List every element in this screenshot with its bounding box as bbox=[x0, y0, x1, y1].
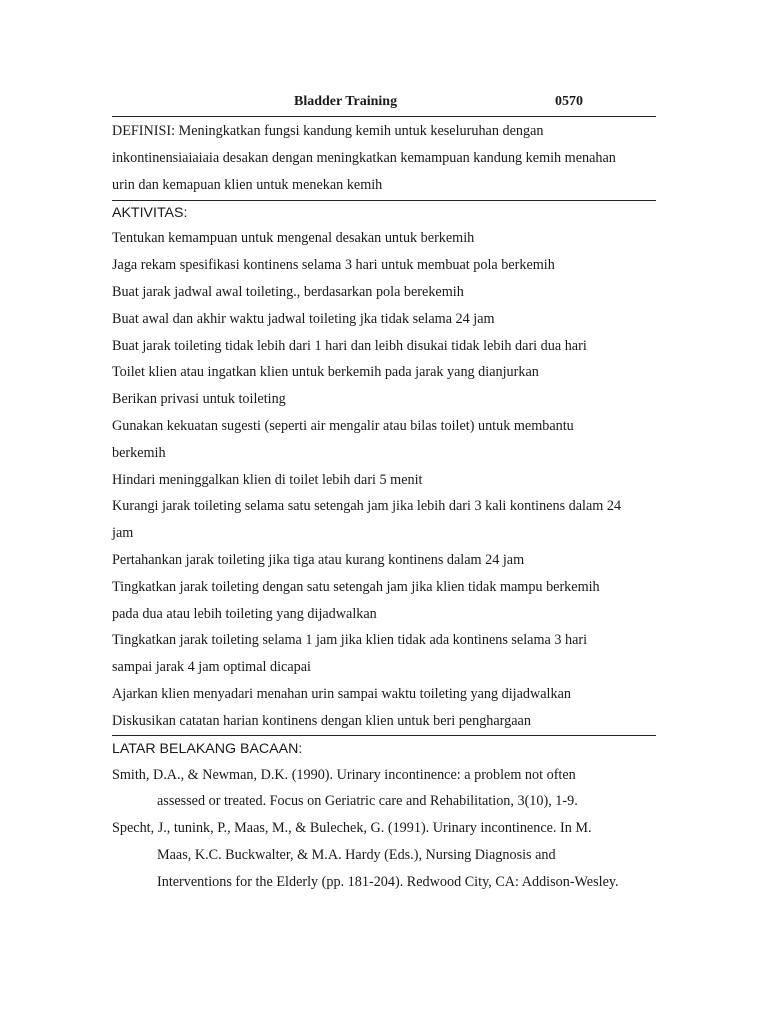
background-section bbox=[112, 736, 656, 896]
reference-item bbox=[112, 815, 656, 895]
header-row bbox=[112, 90, 656, 116]
definition-line: inkontinensiaiaiaia desakan dengan meningkatkan kemampuan kandung kemih menahan bbox=[112, 149, 616, 166]
background-heading: LATAR BELAKANG BACAAN: bbox=[112, 740, 303, 757]
activity-line: sampai jarak 4 jam optimal dicapai bbox=[112, 659, 311, 676]
page-title: Bladder Training bbox=[294, 94, 398, 109]
activity-line: Jaga rekam spesifikasi kontinens selama 3 hari untuk membuat pola berkemih bbox=[112, 257, 555, 274]
activities-heading: AKTIVITAS: bbox=[112, 205, 188, 222]
reference-first-line: Smith, D.A., & Newman, D.K. (1990). Urinary incontinence: a problem not often bbox=[112, 766, 576, 783]
activity-line: Toilet klien atau ingatkan klien untuk berkemih pada jarak yang dianjurkan bbox=[112, 364, 539, 381]
activity-line: Tingkatkan jarak toileting dengan satu setengah jam jika klien tidak mampu berkemih bbox=[112, 578, 600, 595]
activity-line: Hindari meninggalkan klien di toilet lebih dari 5 menit bbox=[112, 471, 423, 488]
reference-continuation: Interventions for the Elderly (pp. 181-204). Redwood City, CA: Addison-Wesley. bbox=[157, 873, 619, 890]
reference-item bbox=[112, 762, 656, 816]
reference-continuation: Maas, K.C. Buckwalter, & M.A. Hardy (Eds.), Nursing Diagnosis and bbox=[157, 846, 556, 863]
definition-line: urin dan kemapuan klien untuk menekan kemih bbox=[112, 176, 383, 193]
activity-line: Berikan privasi untuk toileting bbox=[112, 391, 286, 408]
definition-section bbox=[112, 117, 656, 198]
activity-line: Tentukan kemampuan untuk mengenal desakan untuk berkemih bbox=[112, 230, 475, 247]
activities-section bbox=[112, 201, 656, 734]
activity-line: Pertahankan jarak toileting jika tiga atau kurang kontinens dalam 24 jam bbox=[112, 551, 525, 568]
activity-line: Buat jarak toileting tidak lebih dari 1 hari dan leibh disukai tidak lebih dari dua hari bbox=[112, 337, 587, 354]
activity-line: Gunakan kekuatan sugesti (seperti air mengalir atau bilas toilet) untuk membantu bbox=[112, 417, 574, 434]
activity-line: jam bbox=[112, 525, 134, 542]
activity-line: Ajarkan klien menyadari menahan urin sampai waktu toileting yang dijadwalkan bbox=[112, 685, 571, 702]
reference-continuation: assessed or treated. Focus on Geriatric care and Rehabilitation, 3(10), 1-9. bbox=[157, 793, 578, 810]
activity-line: Diskusikan catatan harian kontinens dengan klien untuk beri penghargaan bbox=[112, 712, 531, 729]
reference-first-line: Specht, J., tunink, P., Maas, M., & Bulechek, G. (1991). Urinary incontinence. In M. bbox=[112, 820, 592, 837]
document-page bbox=[112, 90, 656, 896]
activity-line: pada dua atau lebih toileting yang dijadwalkan bbox=[112, 605, 377, 622]
activity-line: Tingkatkan jarak toileting selama 1 jam jika klien tidak ada kontinens selama 3 hari bbox=[112, 632, 588, 649]
activity-line: berkemih bbox=[112, 444, 166, 461]
activity-line: Buat jarak jadwal awal toileting., berdasarkan pola berekemih bbox=[112, 283, 464, 300]
document-code: 0570 bbox=[555, 94, 583, 109]
activity-line: Kurangi jarak toileting selama satu setengah jam jika lebih dari 3 kali kontinens dalam 24 bbox=[112, 498, 622, 515]
activity-line: Buat awal dan akhir waktu jadwal toileting jka tidak selama 24 jam bbox=[112, 310, 495, 327]
definition-line: DEFINISI: Meningkatkan fungsi kandung kemih untuk keseluruhan dengan bbox=[112, 123, 544, 139]
